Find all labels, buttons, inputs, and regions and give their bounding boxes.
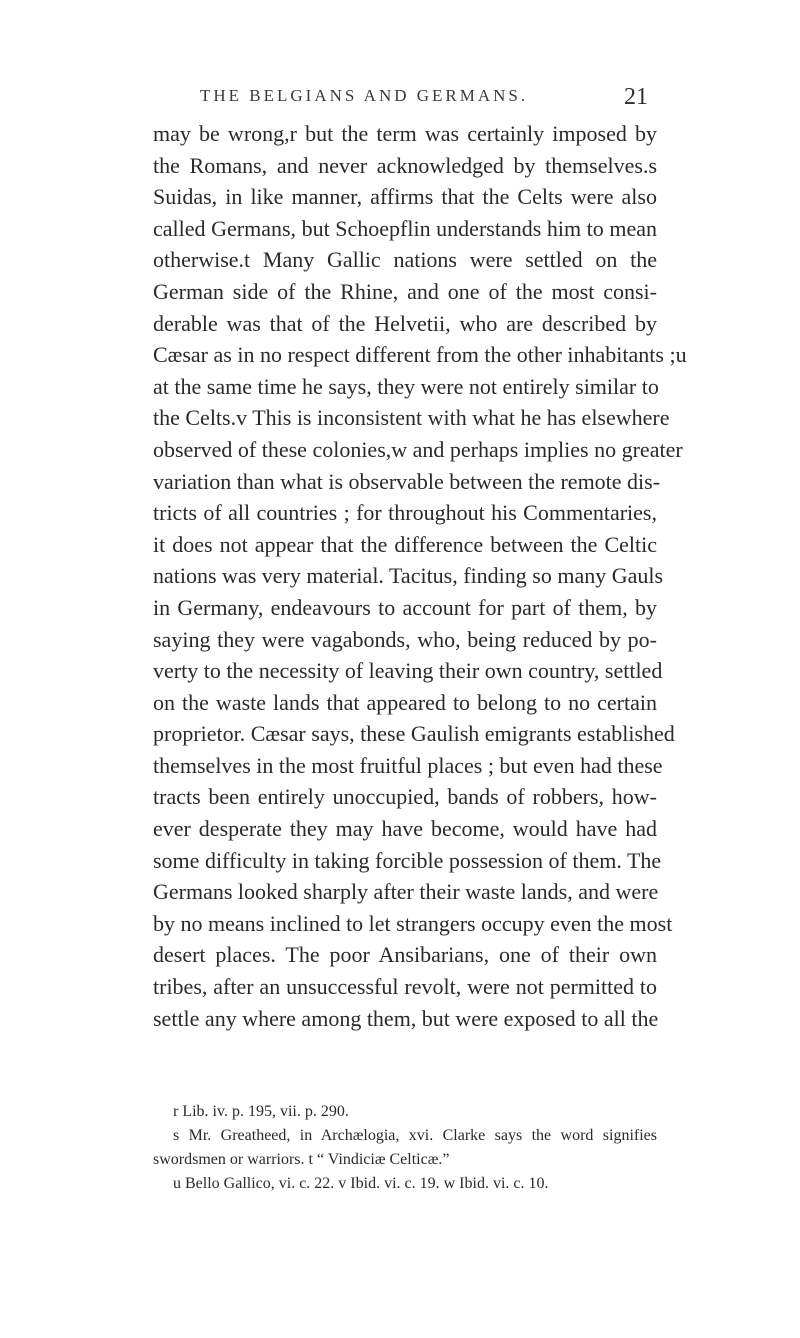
text-line: it does not appear that the difference between the Celtic (153, 531, 657, 557)
footnotes (153, 1100, 657, 1196)
text-line: themselves in the most fruitful places ; but even had these (153, 752, 663, 778)
text-line: at the same time he says, they were not entirely similar to (153, 373, 659, 399)
text-line: ever desperate they may have become, would have had (153, 816, 657, 842)
text-line: desert places. The poor Ansibarians, one of their own (153, 942, 657, 968)
text-line: otherwise.t Many Gallic nations were settled on the (153, 247, 657, 273)
text-line: tricts of all countries ; for throughout his Commentaries, (153, 500, 657, 526)
text-line: called Germans, but Schoepflin understands him to mean (153, 215, 657, 241)
text-line: nations was very material. Tacitus, finding so many Gauls (153, 563, 664, 589)
text-line: some difficulty in taking forcible possession of them. The (153, 847, 662, 873)
text-line: Suidas, in like manner, affirms that the Celts were also (153, 184, 657, 210)
footnote: s Mr. Greatheed, in Archælogia, xvi. Clarke says the word signifies (173, 1127, 657, 1144)
text-line: Cæsar as in no respect different from the other inhabitants ;u (153, 342, 687, 368)
footnote: swordsmen or warriors. t “ Vindiciæ Celticæ.” (153, 1151, 450, 1168)
text-line: in Germany, endeavours to account for part of them, by (153, 594, 657, 620)
text-line: tracts been entirely unoccupied, bands of robbers, how- (153, 784, 657, 810)
text-line: observed of these colonies,w and perhaps implies no greater (153, 436, 683, 462)
text-line: the Celts.v This is inconsistent with what he has elsewhere (153, 405, 670, 431)
text-line: verty to the necessity of leaving their own country, settled (153, 658, 663, 684)
body-text (153, 118, 687, 1034)
page-number: 21 (624, 84, 648, 110)
text-line: tribes, after an unsuccessful revolt, were not permitted to (153, 974, 657, 1000)
text-line: derable was that of the Helvetii, who are described by (153, 310, 657, 336)
text-line: by no means inclined to let strangers occupy even the most (153, 910, 673, 936)
text-line: saying they were vagabonds, who, being reduced by po- (153, 626, 657, 652)
footnote: u Bello Gallico, vi. c. 22. v Ibid. vi. c. 19. w Ibid. vi. c. 10. (173, 1175, 549, 1192)
text-line: proprietor. Cæsar says, these Gaulish emigrants established (153, 721, 675, 747)
text-line: settle any where among them, but were exposed to all the (153, 1005, 659, 1031)
text-line: variation than what is observable between the remote dis- (153, 468, 661, 494)
running-header: THE BELGIANS AND GERMANS. (200, 86, 529, 105)
text-line: the Romans, and never acknowledged by themselves.s (153, 152, 657, 178)
text-line: may be wrong,r but the term was certainly imposed by (153, 121, 657, 146)
text-line: on the waste lands that appeared to belong to no certain (153, 689, 657, 715)
text-line: German side of the Rhine, and one of the most consi- (153, 278, 657, 304)
text-line: Germans looked sharply after their waste lands, and were (153, 879, 659, 905)
footnote: r Lib. iv. p. 195, vii. p. 290. (173, 1103, 349, 1120)
